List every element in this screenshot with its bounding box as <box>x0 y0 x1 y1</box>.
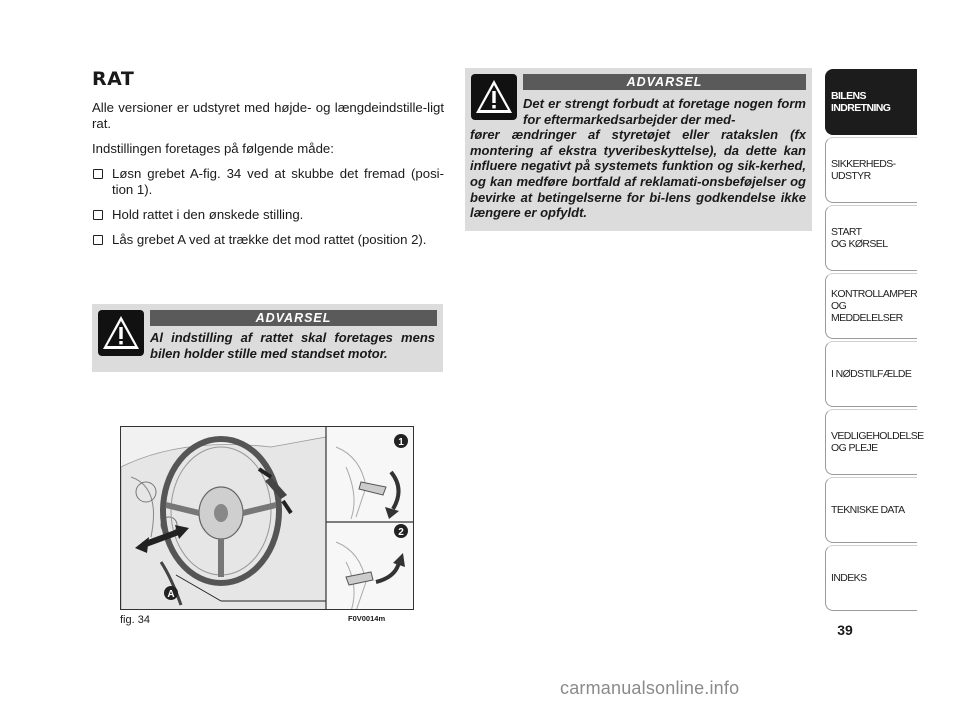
intro-paragraph: Alle versioner er udstyret med højde- og længdeindstille-ligt rat. <box>92 100 444 131</box>
warning-text: Det er strengt forbudt at foretage nogen form for eftermarkedsarbejder der med- fører ændringer af styretøjet eller ratakslen (fx montering af ekstra tyveribeskyttelse), da dette kan influere negativt på systemets funktion og sik-kerhed, og kan medføre bortfald af reklamati-onsbeføjelser og bevirke at betingelserne for bi-lens godkendelse ikke længere er opfyldt. <box>470 96 806 221</box>
list-item: Lås grebet A ved at trække det mod rattet (position 2). <box>92 232 444 248</box>
steering-adjust-illustration <box>121 427 414 610</box>
steering-wheel-figure <box>120 426 414 610</box>
section-title: RAT <box>92 68 135 90</box>
figure-caption: fig. 34 <box>120 614 150 626</box>
warning-triangle-icon <box>98 310 144 356</box>
warning-text: Al indstilling af rattet skal foretages mens bilen holder stille med standset motor. <box>150 330 435 361</box>
tab-tekniske-data[interactable]: TEKNISKE DATA <box>825 477 917 543</box>
list-item: Hold rattet i den ønskede stilling. <box>92 207 444 223</box>
list-item: Løsn grebet A-fig. 34 ved at skubbe det fremad (posi-tion 1). <box>92 166 444 198</box>
tab-vedligeholdelse[interactable]: VEDLIGEHOLDELSE OG PLEJE <box>825 409 917 475</box>
steps-list <box>92 166 444 248</box>
checkbox-bullet-icon <box>93 169 103 179</box>
figure-code: F0V0014m <box>348 614 386 623</box>
svg-text:2: 2 <box>398 527 404 538</box>
steering-section <box>92 68 444 257</box>
svg-text:A: A <box>167 589 175 600</box>
warning-label: ADVARSEL <box>523 74 806 90</box>
checkbox-bullet-icon <box>93 235 103 245</box>
warning-box-left <box>92 304 443 372</box>
tab-bilens-indretning[interactable]: BILENS INDRETNING <box>825 69 917 135</box>
chapter-nav <box>825 69 924 613</box>
tab-kontrollamper[interactable]: KONTROLLAMPER OG MEDDELELSER <box>825 273 917 339</box>
tab-start-og-korsel[interactable]: START OG KØRSEL <box>825 205 917 271</box>
steps-intro: Indstillingen foretages på følgende måde: <box>92 141 334 156</box>
tab-sikkerhedsudstyr[interactable]: SIKKERHEDS- UDSTYR <box>825 137 917 203</box>
warning-box-right <box>465 68 812 231</box>
tab-indeks[interactable]: INDEKS <box>825 545 917 611</box>
page-number: 39 <box>837 622 853 638</box>
warning-label: ADVARSEL <box>150 310 437 326</box>
tab-nodstilfaelde[interactable]: I NØDSTILFÆLDE <box>825 341 917 407</box>
checkbox-bullet-icon <box>93 210 103 220</box>
watermark: carmanualsonline.info <box>560 678 740 698</box>
svg-text:1: 1 <box>398 437 404 448</box>
